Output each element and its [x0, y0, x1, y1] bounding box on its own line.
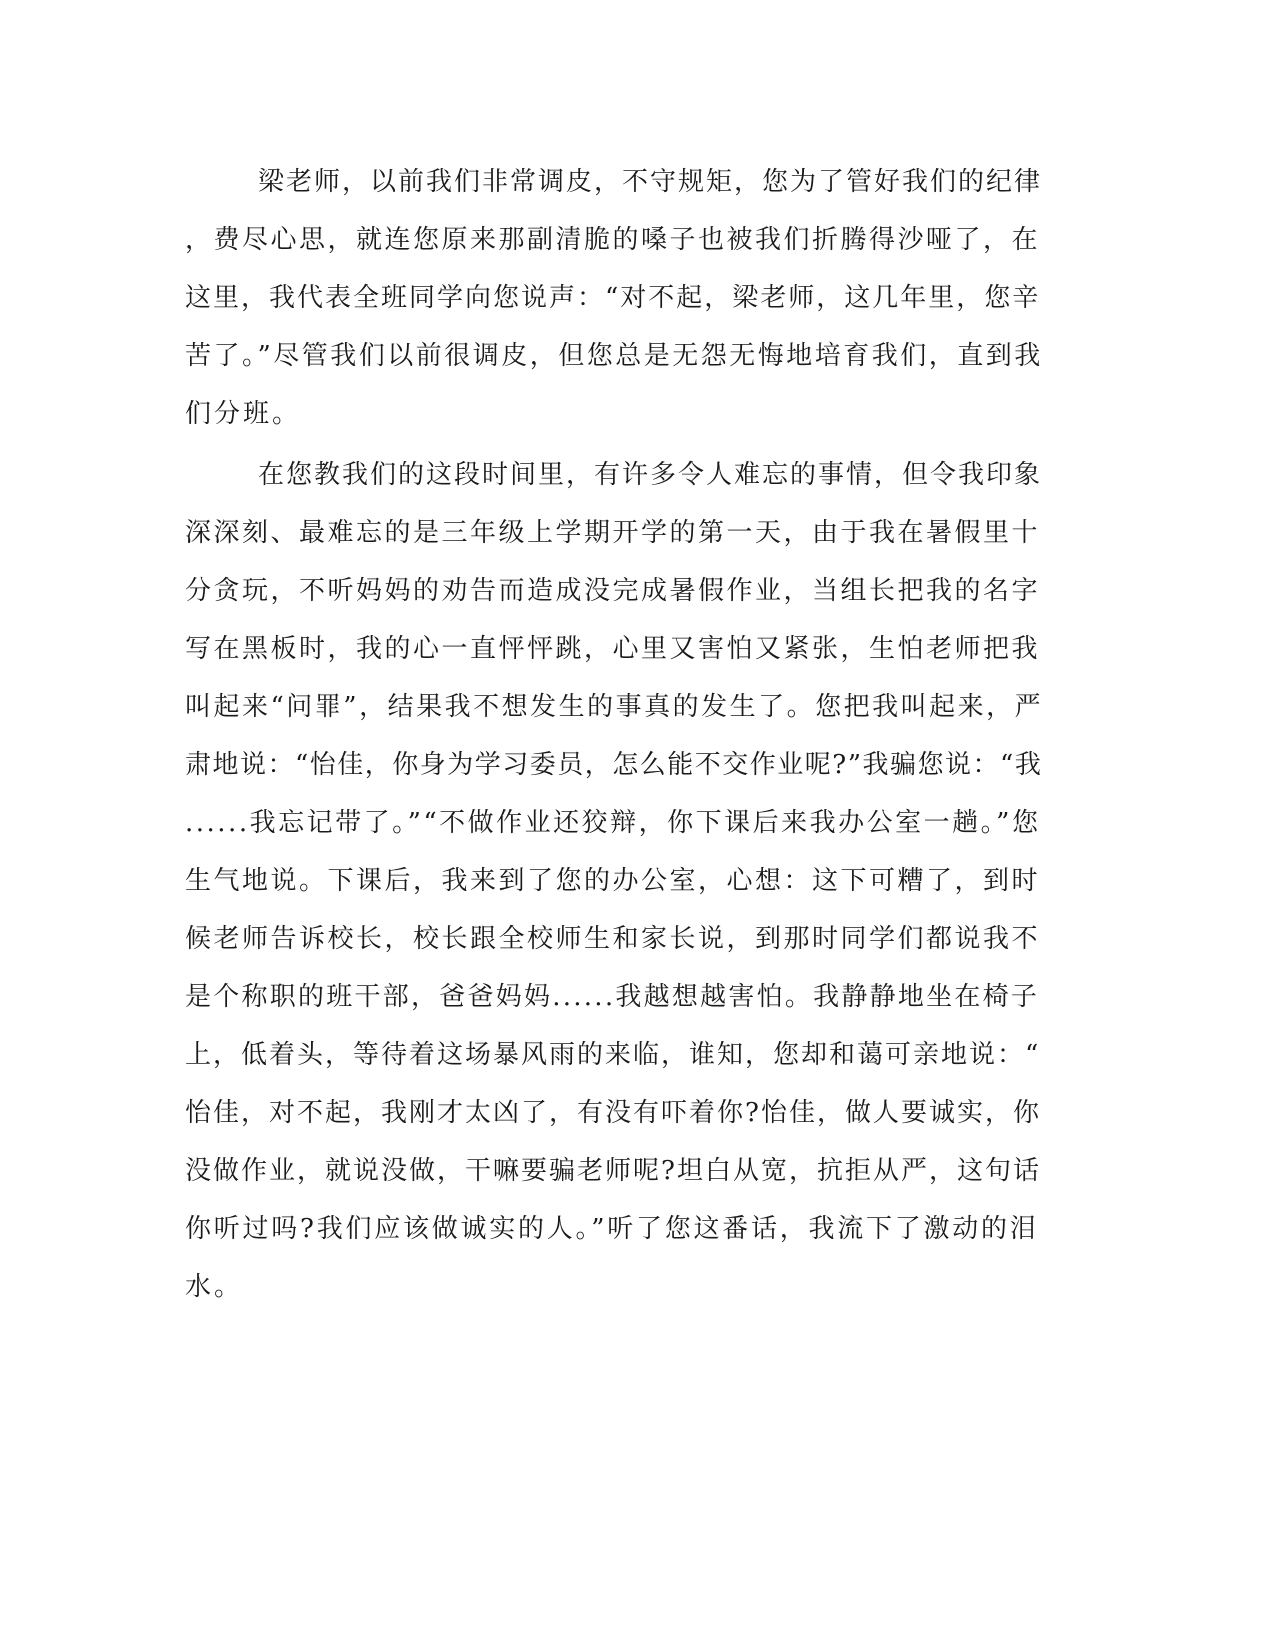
text-line: 们分班。 — [185, 399, 302, 429]
text-line: 生气地说。下课后，我来到了您的办公室，心想：这下可糟了，到时 — [185, 866, 1041, 896]
text-line: 肃地说：“怡佳，你身为学习委员，怎么能不交作业呢?”我骗您说：“我 — [185, 750, 1043, 780]
text-line: 在您教我们的这段时间里，有许多令人难忘的事情，但令我印象 — [258, 460, 1043, 490]
text-line: 梁老师，以前我们非常调皮，不守规矩，您为了管好我们的纪律 — [258, 167, 1043, 197]
text-line: 这里，我代表全班同学向您说声：“对不起，梁老师，这几年里，您辛 — [185, 283, 1041, 313]
text-line: 水。 — [185, 1272, 244, 1302]
text-line: ......我忘记带了。”“不做作业还狡辩，你下课后来我办公室一趟。”您 — [185, 808, 1041, 838]
text-line: 苦了。”尽管我们以前很调皮，但您总是无怨无悔地培育我们，直到我 — [185, 341, 1043, 371]
text-line: 上，低着头，等待着这场暴风雨的来临，谁知，您却和蔼可亲地说：“ — [185, 1040, 1041, 1070]
text-line: 叫起来“问罪”，结果我不想发生的事真的发生了。您把我叫起来，严 — [185, 692, 1044, 722]
text-line: 是个称职的班干部，爸爸妈妈......我越想越害怕。我静静地坐在椅子 — [185, 982, 1040, 1012]
text-line: ，费尽心思，就连您原来那副清脆的嗓子也被我们折腾得沙哑了，在 — [185, 225, 1041, 255]
text-line: 怡佳，对不起，我刚才太凶了，有没有吓着你?怡佳，做人要诚实，你 — [185, 1098, 1041, 1128]
text-line: 你听过吗?我们应该做诚实的人。”听了您这番话，我流下了激动的泪 — [185, 1214, 1039, 1244]
text-line: 分贪玩，不听妈妈的劝告而造成没完成暑假作业，当组长把我的名字 — [185, 576, 1041, 606]
text-line: 没做作业，就说没做，干嘛要骗老师呢?坦白从宽，抗拒从严，这句话 — [185, 1156, 1041, 1186]
text-line: 候老师告诉校长，校长跟全校师生和家长说，到那时同学们都说我不 — [185, 924, 1041, 954]
text-line: 深深刻、最难忘的是三年级上学期开学的第一天，由于我在暑假里十 — [185, 518, 1041, 548]
text-line: 写在黑板时，我的心一直怦怦跳，心里又害怕又紧张，生怕老师把我 — [185, 634, 1041, 664]
